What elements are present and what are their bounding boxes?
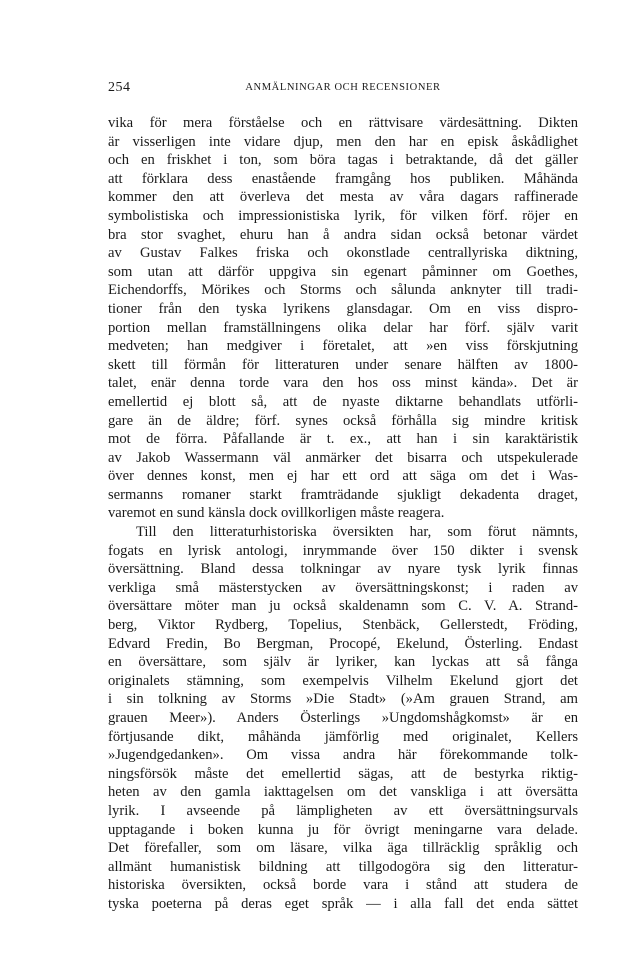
text-line: vika för mera förståelse och en rättvisare värdesättning. Dikten [108, 115, 578, 131]
text-line: skett till förmån för litteraturen under senare hälften av 1800- [108, 356, 578, 373]
text-line: kommer den att överleva det mesta av våra dagars raffinerade [108, 189, 578, 206]
text-line: av Jakob Wassermann väl anmärker det bisarra och utspekulerade [108, 449, 578, 466]
text-line: medveten; han medgiver i företalet, att »en viss förskjutning [108, 338, 578, 355]
text-line: tyska poeterna på deras eget språk — i alla fall det enda sättet [108, 895, 578, 912]
text-line: lyrik. I avseende på lämpligheten av ett översättningsurvals [108, 802, 578, 819]
running-title: ANMÄLNINGAR OCH RECENSIONER [245, 82, 441, 93]
text-line: berg, Viktor Rydberg, Topelius, Stenbäck, Gellerstedt, Fröding, [108, 617, 578, 634]
text-line: heten av den gamla iakttagelsen om det vanskliga i att översätta [108, 784, 578, 801]
text-line: av Gustav Falkes friska och okonstlade centrallyriska diktning, [108, 245, 578, 262]
text-line: historiska översikten, också borde vara i stånd att studera de [108, 877, 578, 894]
text-line: verkliga små mästerstycken av översättningskonst; i raden av [108, 579, 578, 596]
text-line: upptagande i boken kunna ju för övrigt meningarne vara delade. [108, 821, 578, 838]
text-line: sermanns romaner starkt framträdande sjukligt dekadenta draget, [108, 486, 578, 503]
text-line: en översättare, som själv är lyriker, kan lyckas att så fånga [108, 654, 578, 671]
paragraph-end-line: varemot en sund känsla dock ovillkorligen måste reagera. [108, 505, 445, 522]
running-head [108, 80, 578, 98]
text-line: är visserligen inte vidare djup, men den har en episk åskådlighet [108, 133, 578, 150]
text-line: över dennes konst, men ej har ett ord att säga om det i Was- [108, 468, 578, 485]
text-line: förtjusande dikt, måhända jämförlig med originalet, Kellers [108, 728, 578, 745]
text-line: talet, enär denna torde vara den hos oss minst kända». Det är [108, 375, 578, 392]
text-line: symbolistiska och impressionistiska lyrik, för vilken förf. röjer en [108, 207, 578, 224]
text-line: Edvard Fredin, Bo Bergman, Procopé, Ekelund, Österling. Endast [108, 635, 578, 652]
text-line: översättare möter man ju också skaldenamn som C. V. A. Strand- [108, 598, 578, 615]
text-line: bra stor svaghet, ehuru han å andra sidan också betonar värdet [108, 226, 578, 243]
text-line: fogats en lyrisk antologi, inrymmande över 150 dikter i svensk [108, 542, 578, 559]
text-line: att förklara dess enastående framgång hos publiken. Måhända [108, 170, 578, 187]
text-line: och en friskhet i ton, som böra tagas i betraktande, då det gäller [108, 152, 578, 169]
text-line: »Jugendgedanken». Om vissa andra här förekommande tolk- [108, 747, 578, 764]
paragraph-start-line: Till den litteraturhistoriska översikten har, som förut nämnts, [136, 524, 578, 541]
text-line: originalets stämning, som exempelvis Vilhelm Ekelund gjort det [108, 672, 578, 689]
text-line: emellertid ej blott så, att de nyaste diktarne behandlats utförli- [108, 393, 578, 410]
text-line: Det förefaller, som om läsare, vilka äga tillräcklig språklig och [108, 840, 578, 857]
text-line: i sin tolkning av Storms »Die Stadt» (»Am grauen Strand, am [108, 691, 578, 708]
text-line: Eichendorffs, Mörikes och Storms och sålunda anknyter till tradi- [108, 282, 578, 299]
text-line: mot de förra. Påfallande är t. ex., att han i sin karaktäristik [108, 431, 578, 448]
text-line: som utan att därför uppgiva sin egenart påminner om Goethes, [108, 263, 578, 280]
text-line: tioner från den tyska lyrikens glansdagar. Om en viss dispro- [108, 300, 578, 317]
text-line: ningsförsök måste det emellertid sägas, att de bestyrka riktig- [108, 765, 578, 782]
text-line: allmänt humanistisk bildning att tillgodogöra sig den litteratur- [108, 858, 578, 875]
text-line: grauen Meer»). Anders Österlings »Ungdomshågkomst» är en [108, 710, 578, 726]
body-text [108, 114, 578, 914]
page-number: 254 [108, 80, 131, 95]
text-line: gare än de äldre; förf. synes också förhålla sig mindre kritisk [108, 412, 578, 429]
text-line: översättning. Bland dessa tolkningar av nyare tysk lyrik finnas [108, 561, 578, 578]
text-line: portion mellan framställningens olika delar har förf. själv varit [108, 319, 578, 336]
